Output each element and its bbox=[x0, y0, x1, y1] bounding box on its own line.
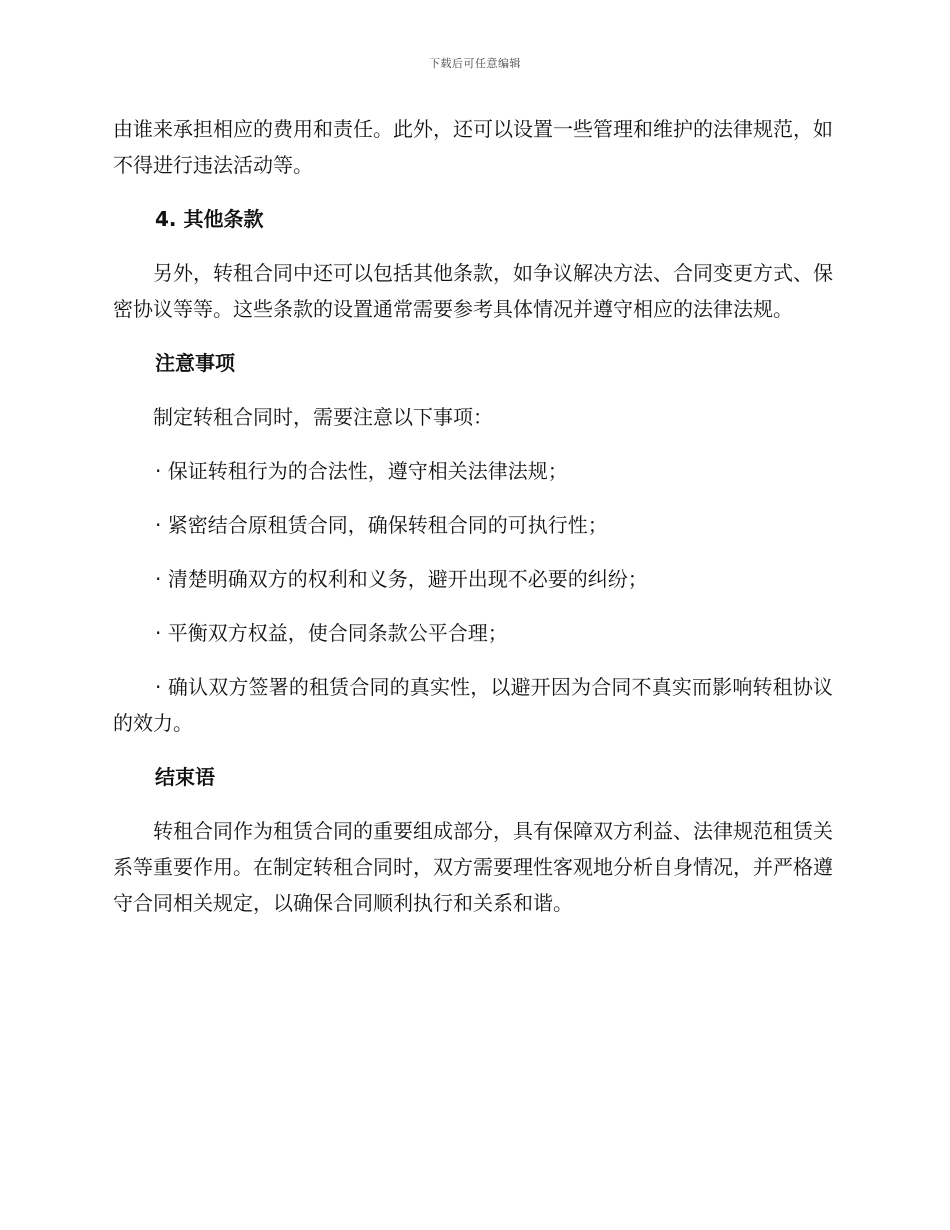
paragraph-notes-intro: 制定转租合同时，需要注意以下事项： bbox=[153, 405, 493, 429]
paragraph-conclusion: 转租合同作为租赁合同的重要组成部分，具有保障双方利益、法律规范租赁关系等重要作用。在制定转租合同时，双方需要理性客观地分析自身情况，并严格遵守合同相关规定，以确保合同顺利执行和关系和谐。 bbox=[113, 819, 833, 915]
heading-conclusion: 结束语 bbox=[155, 765, 215, 789]
bullet-item-rights-duties: · 清楚明确双方的权利和义务，避开出现不必要的纠纷； bbox=[155, 567, 648, 591]
document-body bbox=[113, 111, 833, 939]
page-header-note: 下载后可任意编辑 bbox=[429, 57, 521, 70]
heading-notes: 注意事项 bbox=[155, 351, 235, 375]
bullet-item-balance: · 平衡双方权益，使合同条款公平合理； bbox=[155, 621, 508, 645]
bullet-item-authenticity: · 确认双方签署的租赁合同的真实性，以避开因为合同不真实而影响转租协议的效力。 bbox=[113, 675, 833, 735]
bullet-item-legality: · 保证转租行为的合法性，遵守相关法律法规； bbox=[155, 459, 568, 483]
heading-other-clauses: 4. 其他条款 bbox=[155, 207, 264, 231]
paragraph-intro-continued: 由谁来承担相应的费用和责任。此外，还可以设置一些管理和维护的法律规范，如不得进行违法活动等。 bbox=[113, 117, 833, 177]
bullet-item-original-lease: · 紧密结合原租赁合同，确保转租合同的可执行性； bbox=[155, 513, 608, 537]
paragraph-other-clauses: 另外，转租合同中还可以包括其他条款，如争议解决方法、合同变更方式、保密协议等等。这些条款的设置通常需要参考具体情况并遵守相应的法律法规。 bbox=[113, 261, 833, 321]
